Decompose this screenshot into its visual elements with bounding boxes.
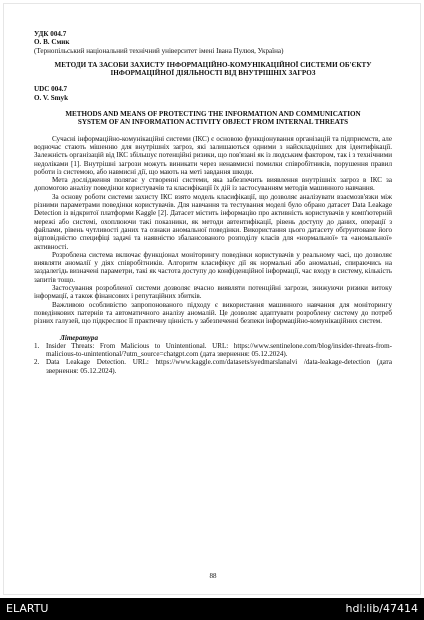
reference-text: Data Leakage Detection. URL: https://www.kaggle.com/datasets/syedmarslanalvi /data-leakage-detection (дата звернення: 05.12.2024).: [46, 358, 392, 375]
reference-text: Insider Threats: From Malicious to Unintentional. URL: https://www.sentinelone.com/blog/insider-threats-from-malicious-to-unintentional/?utm_source=chatgpt.com (дата звернення: 05.12.2024).: [46, 341, 392, 359]
title-ua: МЕТОДИ ТА ЗАСОБИ ЗАХИСТУ ІНФОРМАЦІЙНО-КОМУНІКАЦІЙНОЇ СИСТЕМИ ОБ'ЄКТУ ІНФОРМАЦІЙНОЇ ДІЯЛЬНОСТІ ВІД ВНУТРІШНІХ ЗАГРОЗ: [54, 60, 372, 78]
page-content: [34, 30, 392, 375]
body-paragraph: Важливою особливістю запропонованого підходу є використання машинного навчання для моніторингу поведінкових патернів та автоматичного аналізу аномалій. Це дозволяє адаптувати розроблену систему до потреб різних галузей, що підкреслює її практичну цінність у забезпеченні безпеки інформаційно-комунікаційних систем.: [34, 300, 392, 326]
reference-item: [34, 358, 392, 375]
footer-bar: [0, 598, 424, 620]
author-ua: О. В. Смик: [34, 38, 70, 47]
affiliation-ua: (Тернопільський національний технічний університет імені Івана Пулюя, Україна): [34, 46, 284, 55]
body-paragraph: Розроблена система включає функціонал моніторингу поведінки користувачів у реальному часі, що дозволяє виявляти аномалії у діях співробітників. Алгоритм класифікує дії як нормальні або аномальні, спираючись на заздалегідь визначені параметри, такі як частота доступу до конфіденційної інформації, час входу в систему, кількість запитів тощо.: [34, 250, 392, 284]
author-en: O. V. Smyk: [34, 93, 69, 102]
document-page: [3, 3, 421, 595]
repository-label: ELARTU: [6, 602, 49, 615]
udc-en: UDC 004.7: [34, 85, 68, 94]
title-en: METHODS AND MEANS OF PROTECTING THE INFORMATION AND COMMUNICATION SYSTEM OF AN INFORMATION ACTIVITY OBJECT FROM INTERNAL THREATS: [65, 110, 361, 127]
reference-number: 1.: [34, 341, 40, 350]
page-number: 88: [209, 572, 217, 580]
body-paragraph: Сучасні інформаційно-комунікаційні системи (ІКС) є основою функціонування організацій та підприємств, але водночас стають мішенню для внутрішніх загроз, які залишаються одними з найскладніших для ідентифікації. Залежність організацій від ІКС збільшує потенційні ризики, що пов'язані як із людським фактором, так і з технічними недоліками [1]. Внутрішні загрози можуть виникати через ненавмисні помилки співробітників, порушення правил роботи із системою, або навмисні дії, що мають на меті завдання шкоди.: [34, 134, 392, 176]
reference-number: 2.: [34, 358, 40, 367]
reference-item: [34, 342, 392, 359]
body-paragraph: За основу роботи системи захисту ІКС взято модель класифікації, що дозволяє аналізувати взаємозв'язки між різними параметрами поведінки користувачів. Для навчання та тестування моделі було обрано датасет Data Leakage Detection із відкритої платформи Kaggle [2]. Датасет містить інформацію про активність користувачів у комп'ютерній мережі або системі, охоплюючи такі показники, як методи автентифікації, рівень доступу до даних, операції з файлами, рівень чутливості даних та ознаки аномальної поведінки. Використання цього датасету обґрунтоване його відповідністю специфіці задачі та наявністю збалансованого розподілу класів для «нормальної» та «аномальної» активності.: [34, 192, 392, 251]
udc-ua: УДК 004.7: [34, 30, 67, 38]
references-heading: Література: [60, 333, 98, 342]
body-paragraph: Застосування розробленої системи дозволяє вчасно виявляти потенційні загрози, знижуючи ризики витоку інформації, а також фінансових і репутаційних збитків.: [34, 284, 392, 301]
handle-label: hdl:lib/47414: [345, 602, 418, 615]
body-paragraph: Мета дослідження полягає у створенні системи, яка забезпечить виявлення внутрішніх загроз в ІКС за допомогою аналізу поведінки користувачів та класифікації їх дій із застосуванням методів машинного навчання.: [34, 176, 392, 193]
